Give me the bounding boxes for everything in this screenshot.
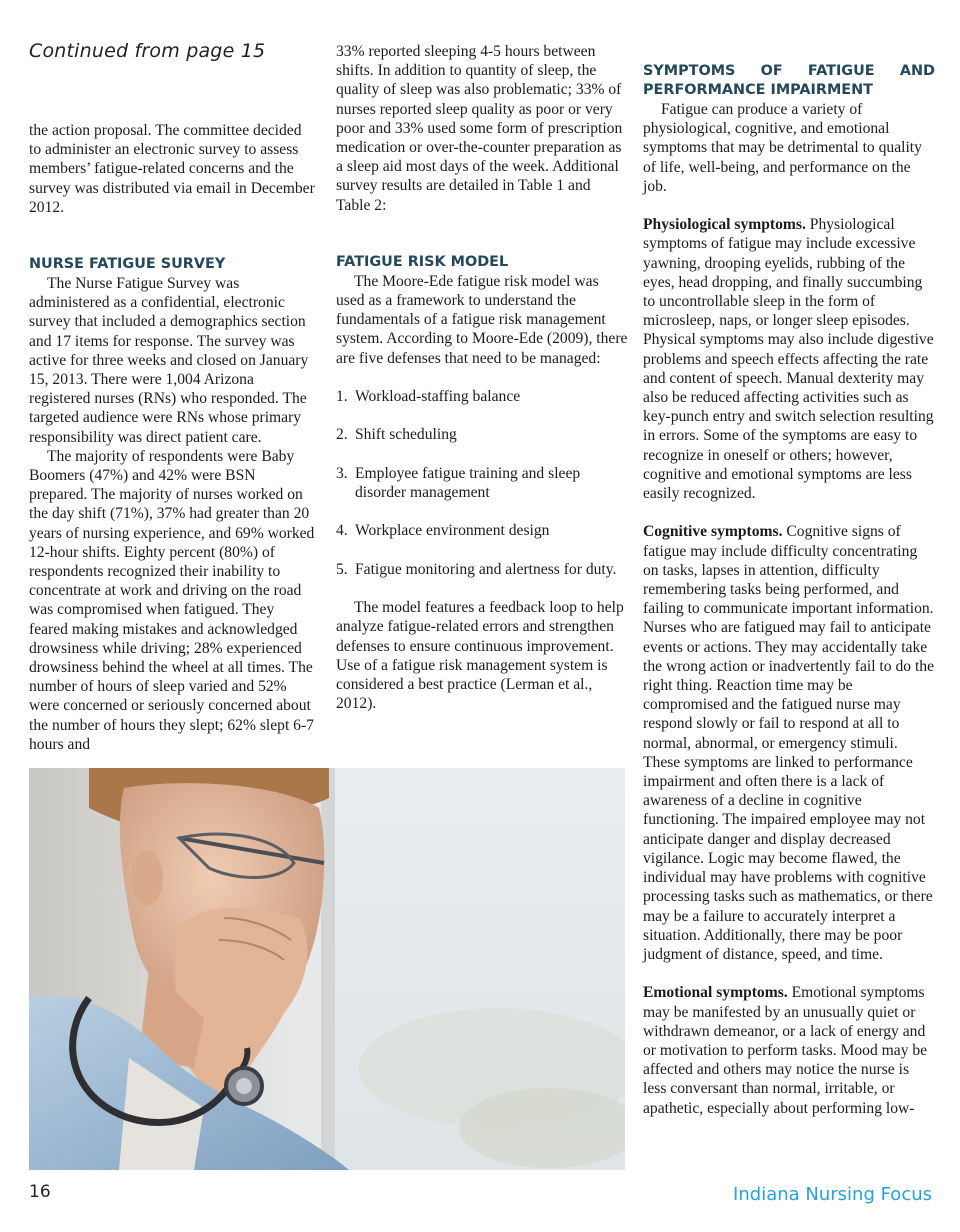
survey-paragraph: The Nurse Fatigue Survey was administered as a confidential, electronic survey that included a demographics section and 17 items for response. The survey was active for three weeks and closed on January 15, 2013. There were 1,004 Arizona registered nurses (RNs) who responded. The targeted audience were RNs whose primary responsibility was direct patient care. [29, 275, 309, 446]
column-left [29, 38, 317, 754]
respondents-paragraph: The majority of respondents were Baby Boomers (47%) and 42% were BSN prepared. The majority of nurses worked on the day shift (71%), 37% had greater than 20 years of nursing experience, and 69% worked 12-hour shifts. Eighty percent (80%) of respondents recognized their inability to concentrate at work and driving on the road was compromised when fatigued. They feared making mistakes and acknowledged drowsiness while driving; 28% experienced drowsiness behind the wheel at all times. The number of hours of sleep varied and 52% were concerned or seriously concerned about the number of hours they slept; 62% slept 6-7 hours and [29, 447, 315, 753]
column-middle [336, 38, 628, 713]
publication-title: Indiana Nursing Focus [733, 1184, 932, 1205]
list-item: 4. Workplace environment design [336, 522, 550, 540]
sleep-results-paragraph: 33% reported sleeping 4-5 hours between shifts. In addition to quantity of sleep, the quality of sleep was also problematic; 33% of nurses reported sleep quality as poor or very poor and 33% used some form of prescription medication or over-the-counter preparation as a sleep aid most days of the week. Additional survey results are detailed in Table 1 and Table 2: [336, 43, 623, 214]
fatigue-risk-model-heading: FATIGUE RISK MODEL [336, 253, 509, 270]
cognitive-lead: Cognitive symptoms. [643, 523, 783, 541]
intro-paragraph: the action proposal. The committee decided to administer an electronic survey to assess members’ fatigue-related concerns and the survey was distributed via email in December 2012. [29, 122, 315, 216]
continued-from-label: Continued from page 15 [29, 40, 266, 62]
cognitive-paragraph: Cognitive symptoms. Cognitive signs of fatigue may include difficulty concentrating on tasks, lapses in attention, difficulty remembering tasks being performed, and failing to communicate important information. Nurses who are fatigued may fail to anticipate events or actions. They may accidentally take the wrong action or inadvertently fail to do the right thing. Reaction time may be compromised and the fatigued nurse may respond slowly or fail to respond at all to normal, abnormal, or emergency stimuli. These symptoms are linked to performance impairment and often there is a lack of awareness of a decline in cognitive functioning. The impaired employee may not anticipate danger and display decreased vigilance. Logic may become flawed, the individual may have problems with cognitive processing tasks such as mathematics, or there may be a failure to accurately interpret a situation. Additionally, there may be poor judgment of distance, speed, and time. [643, 523, 934, 963]
list-item: 1. Workload-staffing balance [336, 388, 521, 406]
physiological-lead: Physiological symptoms. [643, 216, 806, 234]
symptoms-intro-paragraph: Fatigue can produce a variety of physiological, cognitive, and emotional symptoms that may be detrimental to quality of life, well-being, and performance on the job. [643, 101, 922, 195]
risk-model-paragraph: The Moore-Ede fatigue risk model was used as a framework to understand the fundamentals of a fatigue risk management system. According to Moore-Ede (2009), there are five defenses that need to be managed: [336, 272, 628, 367]
list-item: 2. Shift scheduling [336, 426, 457, 444]
column-right [643, 38, 935, 1118]
symptoms-heading-line2: PERFORMANCE IMPAIRMENT [643, 82, 873, 98]
list-item: 3. Employee fatigue training and sleep disorder management [336, 464, 581, 502]
physiological-paragraph: Physiological symptoms. Physiological symptoms of fatigue may include excessive yawning, drooping eyelids, rubbing of the eyes, head dropping, and finally succumbing to uncontrollable sleep in the form of microsleep, naps, or longer sleep episodes. Physical symptoms may also include digestive problems and speech effects affecting the rate and content of speech. Manual dexterity may also be reduced affecting activities such as key-punch entry and switch selection resulting in errors. Some of the symptoms are easy to recognize in oneself or others; however, cognitive and emotional symptoms are less easily recognized. [643, 216, 934, 503]
feedback-loop-paragraph: The model features a feedback loop to help analyze fatigue-related errors and strengthen defenses to ensure continuous improvement. Use of a fatigue risk management system is considered a best practice (Lerman et al., 2012). [336, 599, 624, 713]
nurse-photo [29, 768, 625, 1170]
nurse-fatigue-survey-heading: NURSE FATIGUE SURVEY [29, 256, 226, 273]
defenses-list [336, 387, 628, 579]
emotional-lead: Emotional symptoms. [643, 984, 788, 1002]
emotional-paragraph: Emotional symptoms. Emotional symptoms may be manifested by an unusually quiet or withdrawn demeanor, or a lack of energy and or motivation to perform tasks. Mood may be affected and others may notice the nurse is less conversant than normal, irritable, or apathetic, especially about performing low- [643, 984, 928, 1117]
symptoms-heading-line1: SYMPTOMS OF FATIGUE AND [643, 63, 935, 79]
list-item: 5. Fatigue monitoring and alertness for duty. [336, 560, 617, 578]
page-number: 16 [29, 1182, 51, 1202]
